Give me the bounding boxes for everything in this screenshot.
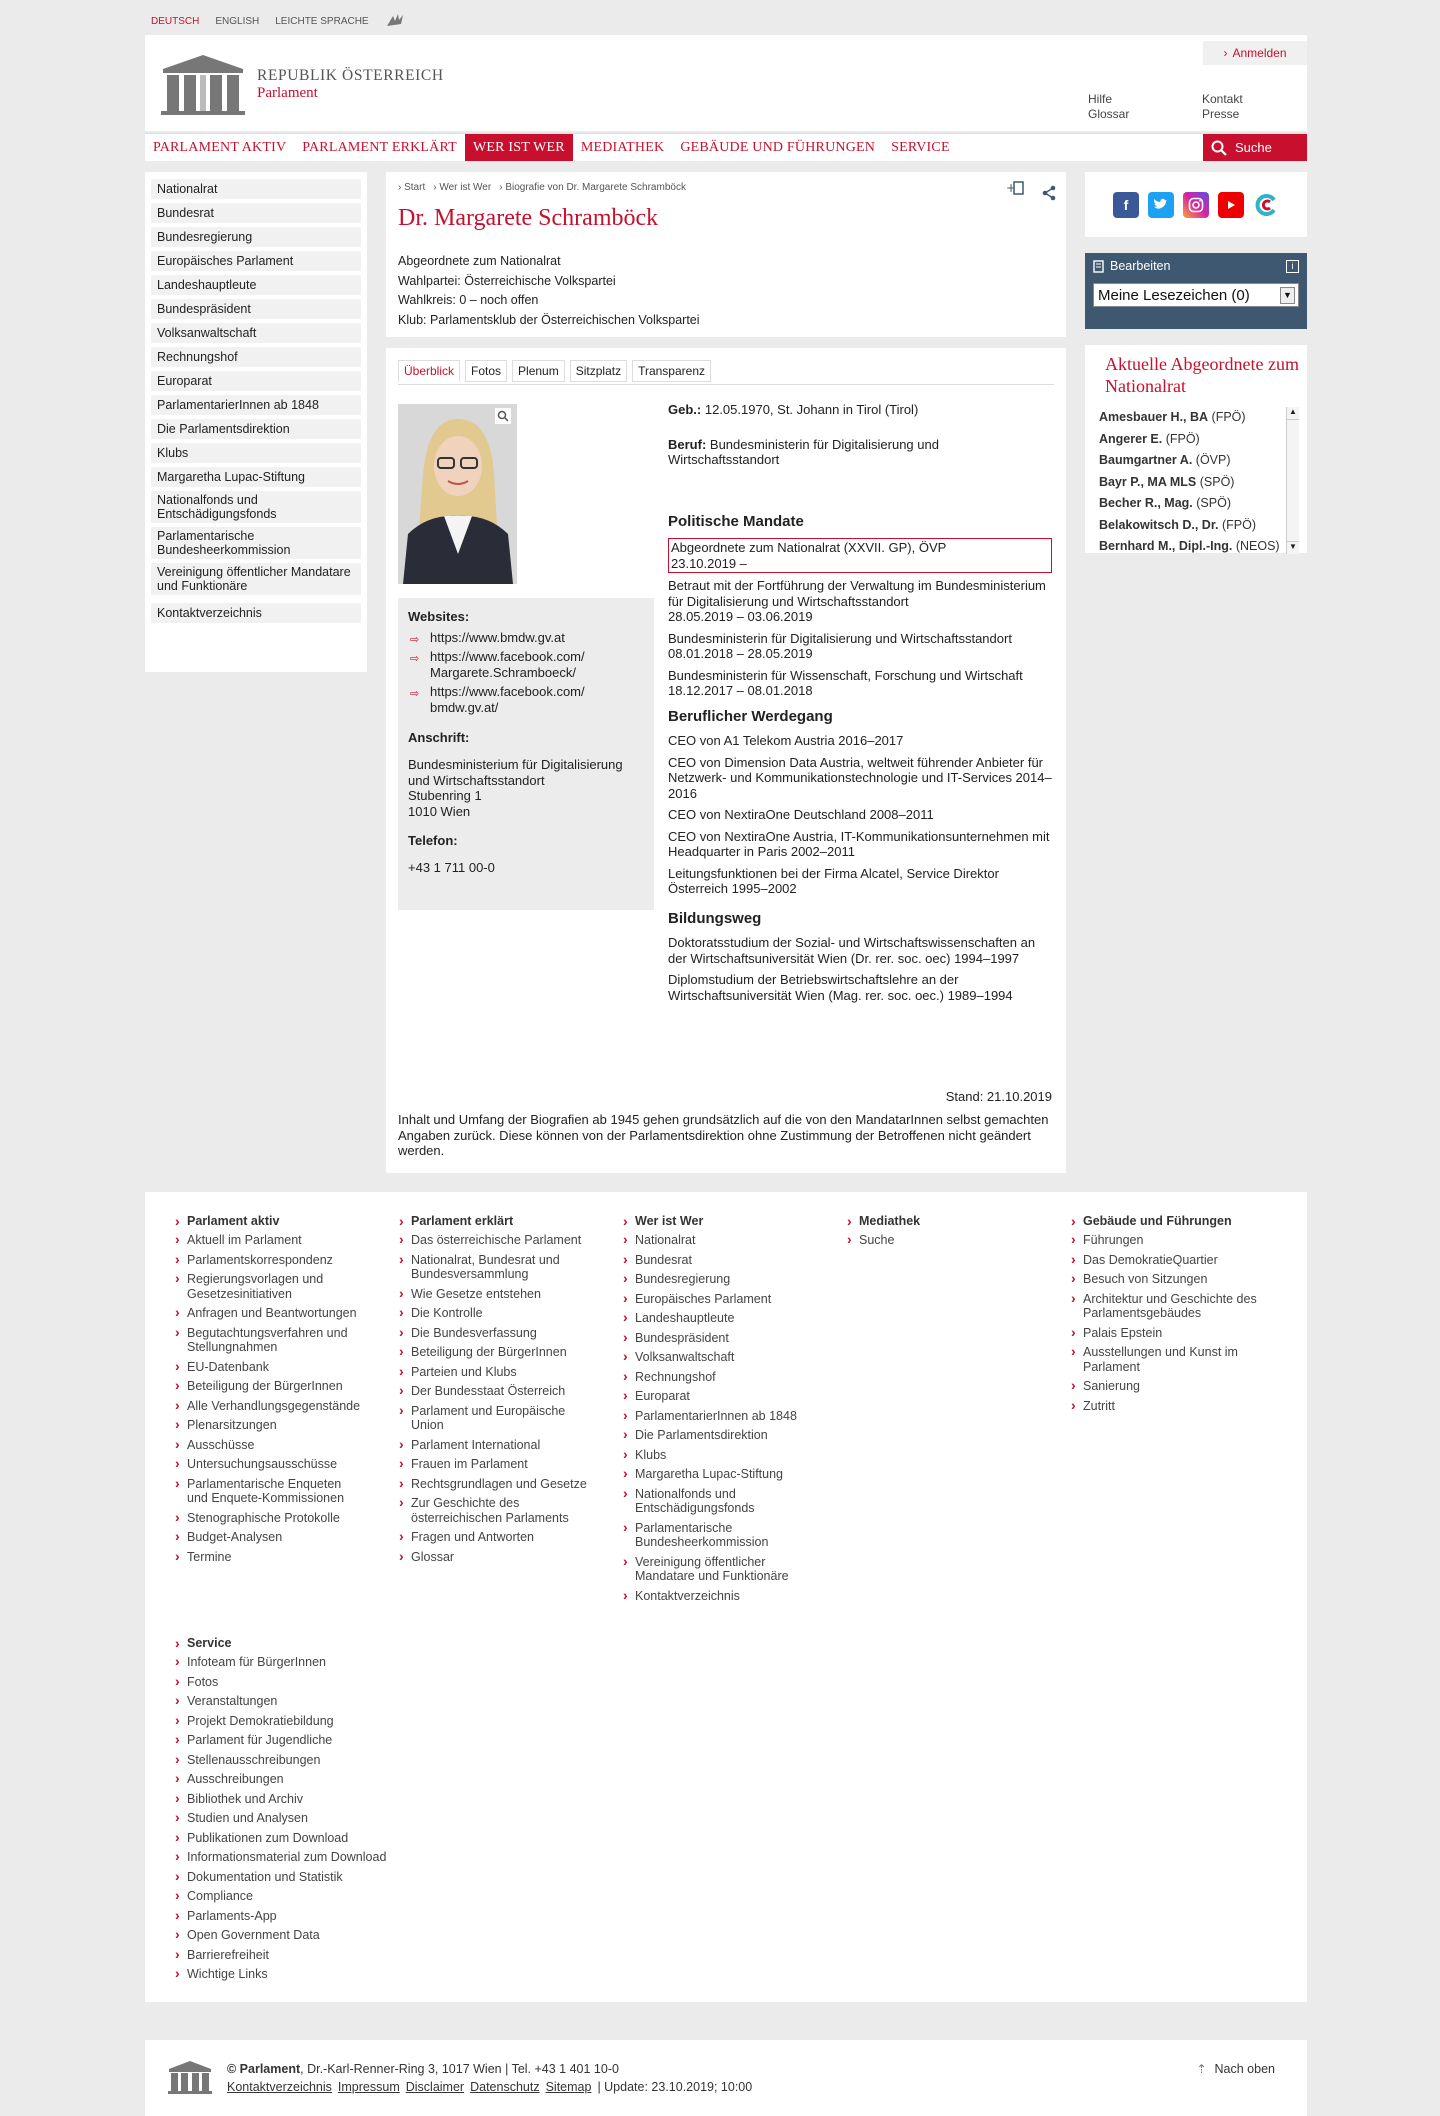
lang-easy[interactable]: LEICHTE SPRACHE (275, 15, 369, 27)
parliament-app-icon[interactable] (1253, 192, 1279, 218)
sitemap-link[interactable]: › Parlamentskorrespondenz (173, 1253, 363, 1268)
address-street: Stubenring 1 (408, 788, 482, 803)
sitemap-link[interactable]: › Parlament und Europäische Union (397, 1404, 587, 1433)
sitemap-col-wer-ist-wer (621, 1214, 801, 1608)
language-bar (151, 14, 405, 28)
person-party: Wahlpartei: Österreichische Volkspartei (398, 273, 616, 288)
phone-label: Telefon: (408, 833, 458, 848)
career-item: CEO von NextiraOne Austria, IT-Kommunikationsunternehmen mit Headquarter in Paris 2002–2011 (668, 828, 1050, 859)
person-constituency: Wahlkreis: 0 – noch offen (398, 293, 539, 307)
main-nav (145, 133, 1307, 161)
sitemap-col-mediathek (845, 1214, 1025, 1253)
footer-links (227, 2080, 752, 2094)
sitemap-link[interactable]: › Publikationen zum Download (173, 1831, 393, 1846)
nav-gebaeude[interactable]: GEBÄUDE UND FÜHRUNGEN (680, 139, 876, 155)
site-header (145, 35, 1307, 131)
sitemap-link[interactable]: › Parlament International (397, 1438, 587, 1453)
site-footer (145, 2040, 1307, 2116)
help-link[interactable]: Hilfe (1088, 92, 1113, 106)
search-button[interactable]: Suche (1203, 134, 1307, 161)
sitemap-link[interactable]: › Fragen und Antworten (397, 1530, 587, 1545)
footer-sitemap (145, 1192, 1307, 2002)
chevron-right-icon: › (1223, 46, 1228, 60)
career-item: CEO von NextiraOne Deutschland 2008–2011 (668, 807, 934, 822)
person-header-card (386, 172, 1066, 337)
sitemap-link[interactable]: › Vereinigung öffentlicher Mandatare und Funktionäre (621, 1555, 801, 1584)
sitemap-link[interactable]: › Parlaments-App (173, 1909, 393, 1924)
share-icon[interactable] (1041, 185, 1057, 204)
sitemap-link[interactable]: › ParlamentarierInnen ab 1848 (621, 1409, 801, 1424)
sitemap-link[interactable]: › Bundespräsident (621, 1331, 801, 1346)
sidebar-item-vereinigung[interactable]: Vereinigung öffentlicher Mandatare und Funktionäre (151, 563, 361, 595)
sitemap-link[interactable]: › Beteiligung der BürgerInnen (173, 1379, 363, 1394)
career-item: CEO von A1 Telekom Austria 2016–2017 (668, 733, 904, 748)
biography-tabs (398, 360, 711, 382)
bookmarks-select[interactable]: Meine Lesezeichen (0) ▼ (1093, 283, 1299, 307)
sitemap-link[interactable]: › Veranstaltungen (173, 1694, 393, 1709)
sitemap-link[interactable]: › Das österreichische Parlament (397, 1233, 587, 1248)
sitemap-link[interactable]: › Stenographische Protokolle (173, 1511, 363, 1526)
nav-service[interactable]: SERVICE (891, 139, 950, 155)
mp-item[interactable]: Bernhard M., Dipl.-Ing. (NEOS) (1099, 539, 1280, 553)
sitemap-link[interactable]: › Zur Geschichte des österreichischen Parlaments (397, 1496, 587, 1525)
sitemap-col-parlament-erklaert (397, 1214, 587, 1569)
nav-mediathek[interactable]: MEDIATHEK (580, 139, 665, 155)
biography-details (668, 402, 1052, 1009)
sitemap-link[interactable]: › Palais Epstein (1069, 1326, 1259, 1341)
website-link[interactable]: ⇨ https://www.facebook.com/ bmdw.gv.at/ (410, 684, 585, 715)
sitemap-heading[interactable]: › Gebäude und Führungen (1069, 1214, 1259, 1228)
sitemap-link[interactable]: › Ausschreibungen (173, 1772, 393, 1787)
sidebar-item-rechnungshof[interactable]: Rechnungshof (151, 347, 361, 367)
sitemap-link[interactable]: › Sanierung (1069, 1379, 1259, 1394)
header-links-contact (1202, 92, 1243, 122)
sitemap-link[interactable]: › Dokumentation und Statistik (173, 1870, 393, 1885)
header-links-help (1088, 92, 1129, 122)
back-to-top-button[interactable]: ⇡ Nach oben (1196, 2062, 1275, 2076)
sitemap-link[interactable]: › Budget-Analysen (173, 1530, 363, 1545)
mandate-item: Betraut mit der Fortführung der Verwaltung im Bundesministerium für Digitalisierung und Wirtschaftsstandort 28.05.2019 – 03.06.2019 (668, 578, 1046, 624)
sitemap-link[interactable]: › Europarat (621, 1389, 801, 1404)
nav-parlament-aktiv[interactable]: PARLAMENT AKTIV (153, 139, 287, 155)
sitemap-link[interactable]: › Volksanwaltschaft (621, 1350, 801, 1365)
breadcrumb-start[interactable]: › Start (398, 182, 426, 193)
sitemap-link[interactable]: › Das DemokratieQuartier (1069, 1253, 1259, 1268)
sitemap-link[interactable]: › Projekt Demokratiebildung (173, 1714, 393, 1729)
sitemap-link[interactable]: › Compliance (173, 1889, 393, 1904)
education-item: Doktoratsstudium der Sozial- und Wirtschaftswissenschaften an der Wirtschaftsuniversität Wien (Dr. rer. soc. oec) 1994–1997 (668, 935, 1036, 966)
websites-label: Websites: (408, 609, 470, 624)
lang-german[interactable]: DEUTSCH (151, 15, 200, 27)
sitemap-link[interactable]: › Parlamentarische Enqueten und Enquete-Kommissionen (173, 1477, 363, 1506)
sitemap-link[interactable]: › Frauen im Parlament (397, 1457, 587, 1472)
external-link-icon: ⇨ (410, 634, 420, 646)
address-label: Anschrift: (408, 730, 470, 745)
mp-item[interactable]: Becher R., Mag. (SPÖ) (1099, 496, 1231, 510)
parliament-building-icon (159, 53, 247, 115)
page-title: Dr. Margarete Schramböck (398, 205, 659, 231)
social-media-card (1085, 172, 1307, 237)
sitemap-heading[interactable]: › Parlament erklärt (397, 1214, 587, 1228)
sitemap-link[interactable]: › Ausschüsse (173, 1438, 363, 1453)
parliament-building-icon (167, 2060, 213, 2097)
sitemap-link[interactable]: › Klubs (621, 1448, 801, 1463)
birth-info: Geb.: 12.05.1970, St. Johann in Tirol (Tirol) (668, 402, 919, 417)
sitemap-link[interactable]: › Informationsmaterial zum Download (173, 1850, 393, 1865)
footer-link-impressum[interactable]: Impressum (337, 2080, 400, 2094)
footer-update: | Update: 23.10.2019; 10:00 (597, 2080, 753, 2094)
current-mps-card (1085, 345, 1307, 553)
sitemap-link[interactable]: › Untersuchungsausschüsse (173, 1457, 363, 1472)
biography-disclaimer: Inhalt und Umfang der Biografien ab 1945 gehen grundsätzlich auf die von den MandatarInnen selbst gemachten Angaben zurück. Diese können von der Parlamentsdirektion ohne Zustimmung der Betroffenen nicht geändert werden. (398, 1112, 1049, 1158)
sitemap-link[interactable]: › Glossar (397, 1550, 587, 1565)
sitemap-link[interactable]: › Aktuell im Parlament (173, 1233, 363, 1248)
sitemap-link[interactable]: › Europäisches Parlament (621, 1292, 801, 1307)
sitemap-link[interactable]: › Anfragen und Beantwortungen (173, 1306, 363, 1321)
footer-link-datenschutz[interactable]: Datenschutz (470, 2080, 540, 2094)
sidebar-item-bundesregierung[interactable]: Bundesregierung (151, 227, 361, 247)
breadcrumb-wer-ist-wer[interactable]: › Wer ist Wer (433, 182, 492, 193)
sitemap-link[interactable]: › Wichtige Links (173, 1967, 393, 1982)
sidebar-item-nationalfonds[interactable]: Nationalfonds und Entschädigungsfonds (151, 491, 361, 523)
sitemap-link[interactable]: › Nationalfonds und Entschädigungsfonds (621, 1487, 801, 1516)
sitemap-link[interactable]: › Margaretha Lupac-Stiftung (621, 1467, 801, 1482)
sitemap-link[interactable]: › Begutachtungsverfahren und Stellungnahmen (173, 1326, 363, 1355)
sitemap-link[interactable]: › Die Parlamentsdirektion (621, 1428, 801, 1443)
left-sidebar (145, 172, 367, 672)
tab-plenum[interactable]: Plenum (512, 360, 565, 382)
mandate-item-current: Abgeordnete zum Nationalrat (XXVII. GP), ÖVP 23.10.2019 – (668, 538, 1052, 573)
chevron-down-icon: ▼ (1280, 287, 1295, 304)
twitter-icon[interactable] (1148, 192, 1174, 218)
footer-link-disclaimer[interactable]: Disclaimer (405, 2080, 465, 2094)
svg-text:+: + (1006, 181, 1017, 195)
person-role: Abgeordnete zum Nationalrat (398, 254, 561, 268)
sitemap-link[interactable]: › Parlamentarische Bundesheerkommission (621, 1521, 801, 1550)
sitemap-heading[interactable]: › Wer ist Wer (621, 1214, 801, 1228)
sitemap-link[interactable]: › Stellenausschreibungen (173, 1753, 393, 1768)
sitemap-col-gebaeude (1069, 1214, 1259, 1418)
career-item: CEO von Dimension Data Austria, weltweit führender Anbieter für Netzwerk- und Kommunikationstechnologie und IT-Services 2014–2016 (668, 754, 1052, 801)
sitemap-link[interactable]: › Plenarsitzungen (173, 1418, 363, 1433)
youtube-icon[interactable] (1218, 192, 1244, 218)
sitemap-link[interactable]: › Bundesrat (621, 1253, 801, 1268)
sitemap-link[interactable]: › Regierungsvorlagen und Gesetzesinitiativen (173, 1272, 363, 1301)
footer-address: © Parlament, Dr.-Karl-Renner-Ring 3, 1017 Wien | Tel. +43 1 401 10-0 (227, 2062, 619, 2076)
mandates-heading: Politische Mandate (668, 512, 804, 530)
sitemap-link[interactable]: › Architektur und Geschichte des Parlamentsgebäudes (1069, 1292, 1259, 1321)
tabs-divider (398, 384, 1054, 385)
external-link-icon: ⇨ (410, 653, 420, 665)
last-updated: Stand: 21.10.2019 (945, 1089, 1052, 1104)
logo-subtitle: Parlament (257, 84, 318, 101)
sitemap-link[interactable]: › Suche (845, 1233, 1025, 1248)
sign-language-icon[interactable] (385, 12, 405, 31)
sidebar-item-parlamentarier-1848[interactable]: ParlamentarierInnen ab 1848 (151, 395, 361, 415)
person-club: Klub: Parlamentsklub der Österreichischen Volkspartei (398, 312, 700, 327)
sidebar-item-parlamentsdirektion[interactable]: Die Parlamentsdirektion (151, 419, 361, 439)
sitemap-link[interactable]: › Open Government Data (173, 1928, 393, 1943)
sitemap-link[interactable]: › Bundesregierung (621, 1272, 801, 1287)
scroll-up-icon[interactable]: ▲ (1287, 407, 1299, 420)
career-item: Leitungsfunktionen bei der Firma Alcatel, Service Direktor Österreich 1995–2002 (668, 865, 999, 896)
sidebar-item-landeshauptleute[interactable]: Landeshauptleute (151, 275, 361, 295)
tab-transparenz[interactable]: Transparenz (632, 360, 711, 382)
sitemap-link[interactable]: › Der Bundesstaat Österreich (397, 1384, 587, 1399)
mandate-item: Bundesministerin für Digitalisierung und Wirtschaftsstandort 08.01.2018 – 28.05.2019 (668, 630, 1012, 661)
address-city: 1010 Wien (408, 803, 471, 819)
breadcrumb (398, 182, 686, 193)
sidebar-item-klubs[interactable]: Klubs (151, 443, 361, 463)
sitemap-link[interactable]: › Studien und Analysen (173, 1811, 393, 1826)
parliament-logo[interactable] (159, 53, 444, 115)
mandate-item: Bundesministerin für Wissenschaft, Forschung und Wirtschaft 18.12.2017 – 08.01.2018 (668, 667, 1023, 698)
sitemap-link[interactable]: › EU-Datenbank (173, 1360, 363, 1375)
sitemap-link[interactable]: › Termine (173, 1550, 363, 1565)
mp-item[interactable]: Baumgartner A. (ÖVP) (1099, 453, 1231, 467)
login-button[interactable]: › Anmelden (1203, 41, 1307, 65)
sidebar-item-lupac-stiftung[interactable]: Margaretha Lupac-Stiftung (151, 467, 361, 487)
footer-link-sitemap[interactable]: Sitemap (545, 2080, 592, 2094)
sidebar-item-bundesheerkommission[interactable]: Parlamentarische Bundesheerkommission (151, 527, 361, 559)
sitemap-link[interactable]: › Zutritt (1069, 1399, 1259, 1414)
contact-link[interactable]: Kontakt (1202, 92, 1243, 106)
sitemap-link[interactable]: › Wie Gesetze entstehen (397, 1287, 587, 1302)
sitemap-link[interactable]: › Führungen (1069, 1233, 1259, 1248)
sidebar-item-nationalrat[interactable]: Nationalrat (151, 179, 361, 199)
education-heading: Bildungsweg (668, 909, 762, 927)
edit-title: Bearbeiten (1110, 259, 1171, 273)
sitemap-link[interactable]: › Infoteam für BürgerInnen (173, 1655, 393, 1670)
mp-item[interactable]: Belakowitsch D., Dr. (FPÖ) (1099, 517, 1256, 532)
mp-item[interactable]: Angerer E. (FPÖ) (1099, 431, 1200, 446)
website-link[interactable]: ⇨ https://www.bmdw.gv.at (410, 630, 565, 646)
lang-english[interactable]: ENGLISH (215, 15, 260, 27)
tab-ueberblick[interactable]: Überblick (398, 360, 460, 382)
mp-item[interactable]: Amesbauer H., BA (FPÖ) (1099, 410, 1246, 424)
sitemap-link[interactable]: › Barrierefreiheit (173, 1948, 393, 1963)
nav-parlament-erklaert[interactable]: PARLAMENT ERKLÄRT (302, 139, 457, 155)
sitemap-link[interactable]: › Parlament für Jugendliche (173, 1733, 393, 1748)
scroll-down-icon[interactable]: ▼ (1287, 541, 1299, 554)
sitemap-link[interactable]: › Parteien und Klubs (397, 1365, 587, 1380)
breadcrumb-current: › Biografie von Dr. Margarete Schramböck (499, 182, 686, 193)
sitemap-link[interactable]: › Bibliothek und Archiv (173, 1792, 393, 1807)
sitemap-link[interactable]: › Besuch von Sitzungen (1069, 1272, 1259, 1287)
profession-info: Beruf: Bundesministerin für Digitalisierung und Wirtschaftsstandort (668, 436, 939, 467)
sidebar-item-volksanwaltschaft[interactable]: Volksanwaltschaft (151, 323, 361, 343)
sitemap-link[interactable]: › Landeshauptleute (621, 1311, 801, 1326)
mps-heading: Aktuelle Abgeordnete zum Nationalrat (1105, 354, 1299, 396)
sitemap-link[interactable]: › Fotos (173, 1675, 393, 1690)
address-org: Bundesministerium für Digitalisierung und Wirtschaftsstandort (408, 757, 623, 788)
sitemap-heading[interactable]: › Service (173, 1636, 393, 1650)
bookmark-icon (1093, 260, 1104, 273)
sitemap-link[interactable]: › Kontaktverzeichnis (621, 1589, 801, 1604)
mps-list (1093, 407, 1299, 554)
facebook-icon[interactable]: f (1113, 192, 1139, 218)
footer-link-kontakt[interactable]: Kontaktverzeichnis (227, 2080, 332, 2094)
sitemap-link[interactable]: › Nationalrat (621, 1233, 801, 1248)
sitemap-link[interactable]: › Die Kontrolle (397, 1306, 587, 1321)
info-icon[interactable]: i (1286, 260, 1299, 273)
tab-sitzplatz[interactable]: Sitzplatz (570, 360, 627, 382)
add-bookmark-icon[interactable] (1006, 180, 1026, 199)
nav-wer-ist-wer[interactable]: WER IST WER (465, 134, 573, 161)
sitemap-link[interactable]: › Alle Verhandlungsgegenstände (173, 1399, 363, 1414)
sitemap-col-parlament-aktiv (173, 1214, 363, 1569)
mps-scrollbar[interactable] (1286, 407, 1299, 554)
glossary-link[interactable]: Glossar (1088, 107, 1130, 121)
sitemap-link[interactable]: › Die Bundesverfassung (397, 1326, 587, 1341)
external-link-icon: ⇨ (410, 688, 420, 700)
education-item: Diplomstudium der Betriebswirtschaftslehre an der Wirtschaftsuniversität Wien (Mag. rer. soc. oec.) 1989–1994 (668, 972, 1013, 1003)
sidebar-item-eu-parlament[interactable]: Europäisches Parlament (151, 251, 361, 271)
search-icon (1211, 140, 1227, 156)
sitemap-col-service (173, 1636, 393, 1987)
portrait-photo[interactable] (398, 404, 517, 584)
sidebar-item-kontaktverzeichnis[interactable]: Kontaktverzeichnis (151, 603, 361, 623)
sitemap-heading[interactable]: › Parlament aktiv (173, 1214, 363, 1228)
phone-number: +43 1 711 00-0 (408, 860, 495, 875)
sidebar-item-bundesrat[interactable]: Bundesrat (151, 203, 361, 223)
person-summary (398, 252, 700, 330)
sitemap-link[interactable]: › Beteiligung der BürgerInnen (397, 1345, 587, 1360)
edit-panel (1085, 253, 1307, 329)
sitemap-link[interactable]: › Rechtsgrundlagen und Gesetze (397, 1477, 587, 1492)
sidebar-item-europarat[interactable]: Europarat (151, 371, 361, 391)
sitemap-heading[interactable]: › Mediathek (845, 1214, 1025, 1228)
sidebar-item-bundespraesident[interactable]: Bundespräsident (151, 299, 361, 319)
website-link[interactable]: ⇨ https://www.facebook.com/ Margarete.Schramboeck/ (410, 649, 585, 680)
press-link[interactable]: Presse (1202, 107, 1240, 121)
logo-title: REPUBLIK ÖSTERREICH (257, 66, 444, 84)
arrow-up-icon: ⇡ (1196, 2062, 1207, 2076)
zoom-icon[interactable] (495, 408, 511, 424)
sitemap-link[interactable]: › Nationalrat, Bundesrat und Bundesversammlung (397, 1253, 587, 1282)
biography-card (386, 348, 1066, 1173)
mp-item[interactable]: Bayr P., MA MLS (SPÖ) (1099, 474, 1235, 489)
career-heading: Beruflicher Werdegang (668, 707, 833, 725)
instagram-icon[interactable] (1183, 192, 1209, 218)
tab-fotos[interactable]: Fotos (465, 360, 507, 382)
contact-box (398, 598, 654, 910)
sitemap-link[interactable]: › Ausstellungen und Kunst im Parlament (1069, 1345, 1259, 1374)
sitemap-link[interactable]: › Rechnungshof (621, 1370, 801, 1385)
